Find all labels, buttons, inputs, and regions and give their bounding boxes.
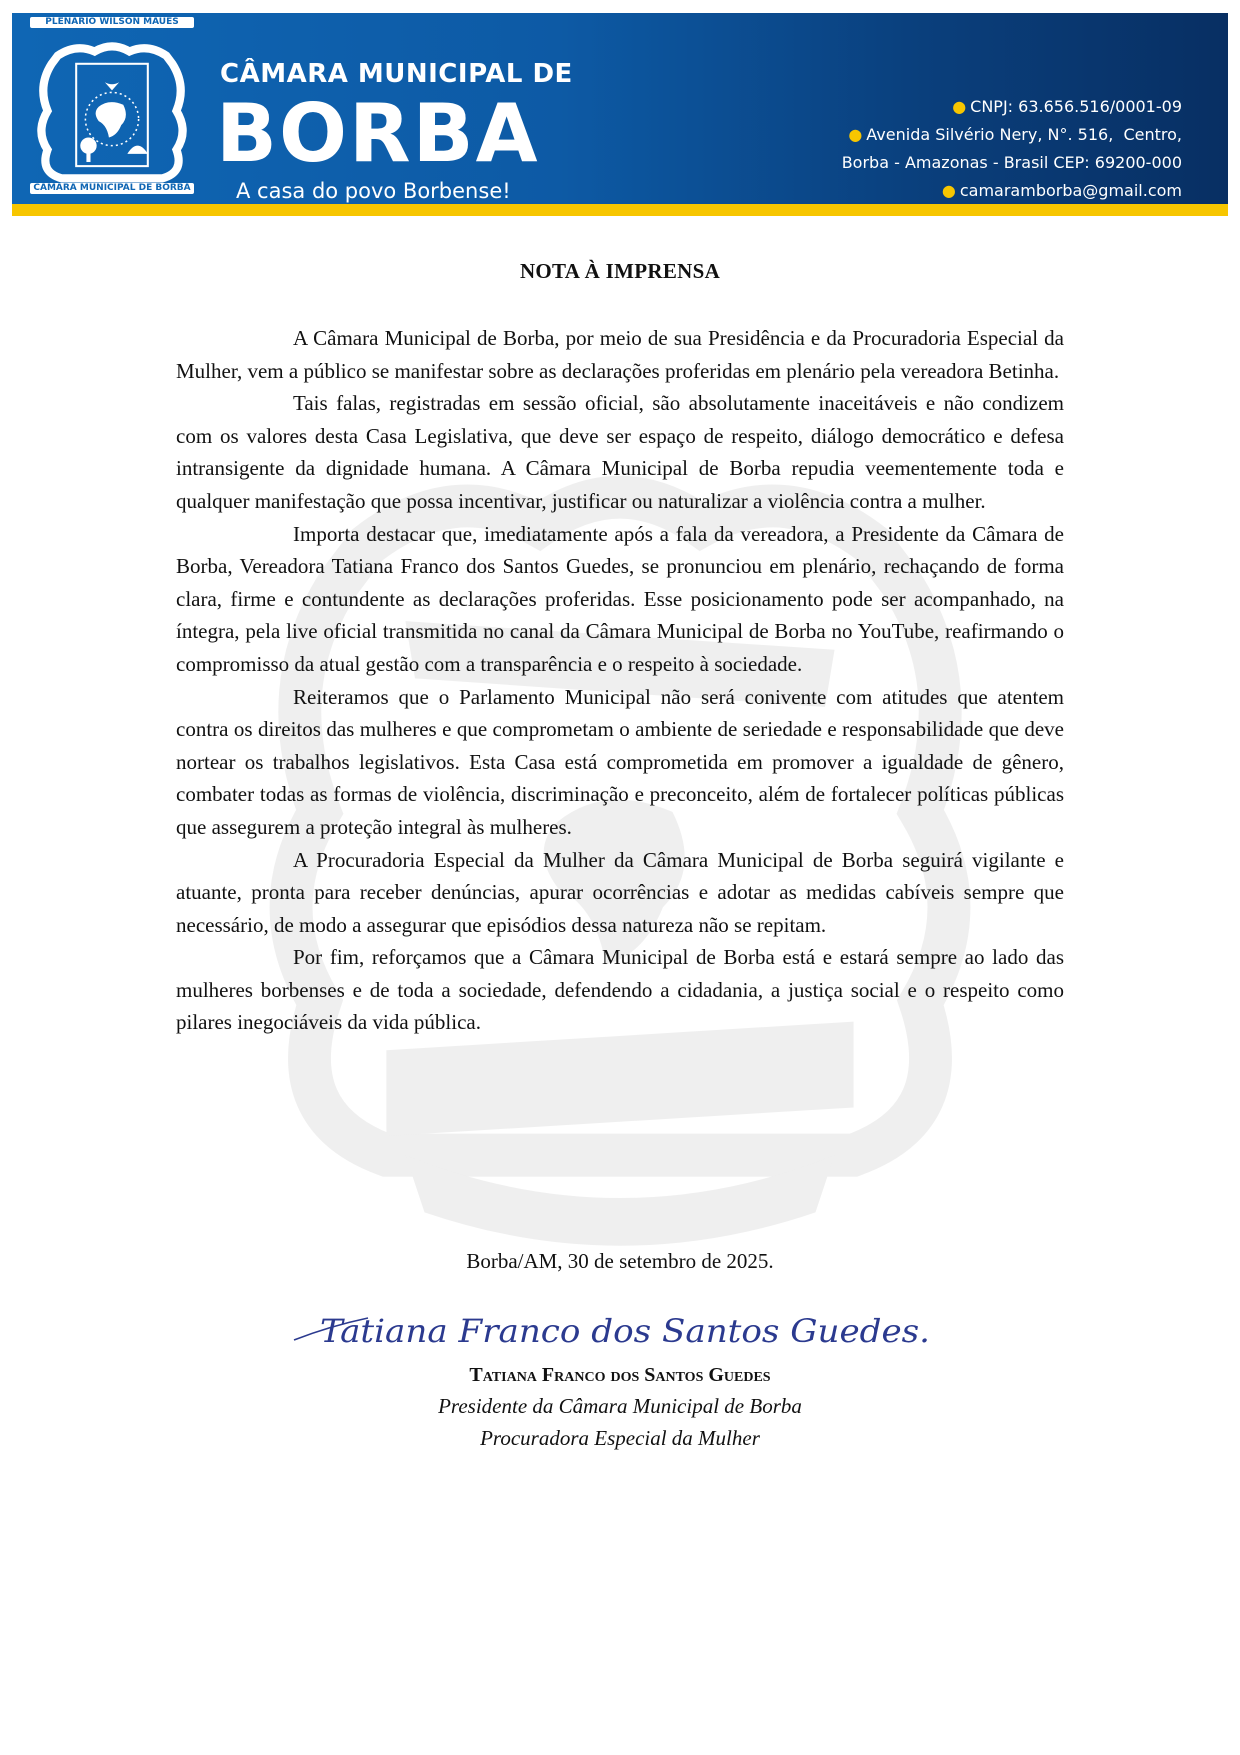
address-line1-text: Avenida Silvério Nery, N°. 516, Centro, bbox=[866, 125, 1182, 144]
paragraph-5: A Procuradoria Especial da Mulher da Câmara Municipal de Borba seguirá vigilante e atuante, pronta para receber denúncias, apurar ocorrências e adotar as medidas cabíveis sempre que necessário, de modo a assegurar que episódios dessa natureza não se repitam. bbox=[176, 847, 1064, 937]
document-title: NOTA À IMPRENSA bbox=[519, 259, 721, 283]
handwritten-signature bbox=[290, 1300, 970, 1356]
bullet-icon: ● bbox=[952, 97, 967, 116]
letterhead-banner bbox=[12, 13, 1228, 216]
signatory-role-2: Procuradora Especial da Mulher bbox=[480, 1426, 760, 1450]
email-link[interactable]: camaramborba@gmail.com bbox=[959, 181, 1182, 200]
crest-bottom-label: CÂMARA MUNICIPAL DE BORBA bbox=[30, 183, 194, 194]
bullet-icon: ● bbox=[941, 181, 956, 200]
signatory-name: Tatiana Franco dos Santos Guedes bbox=[469, 1364, 771, 1386]
crest-top-label: PLENÁRIO WILSON MAUÉS bbox=[30, 17, 194, 28]
contact-block bbox=[842, 93, 1182, 205]
paragraph-3: Importa destacar que, imediatamente após a fala da vereadora, a Presidente da Câmara de Borba, Vereadora Tatiana Franco dos Santos Guedes, se pronunciou em plenário, rechaçando de forma clara, firme e contundente as declarações proferidas. Esse posicionamento pode ser acompanhado, na íntegra, pela live oficial transmitida no canal da Câmara Municipal de Borba no YouTube, reafirmando o compromisso da atual gestão com a transparência e o respeito à sociedade. bbox=[176, 521, 1064, 676]
accent-stripe bbox=[12, 204, 1228, 216]
paragraph-4: Reiteramos que o Parlamento Municipal não será conivente com atitudes que atentem contra os direitos das mulheres e que comprometam o ambiente de seriedade e responsabilidade que deve nortear os trabalhos legislativos. Esta Casa está comprometida em promover a igualdade de gênero, combater todas as formas de violência, discriminação e preconceito, além de fortalecer políticas públicas que assegurem a proteção integral às mulheres. bbox=[176, 684, 1064, 839]
paragraph-2: Tais falas, registradas em sessão oficial, são absolutamente inaceitáveis e não condizem com os valores desta Casa Legislativa, que deve ser espaço de respeito, diálogo democrático e defesa intransigente da dignidade humana. A Câmara Municipal de Borba repudia veementemente toda e qualquer manifestação que possa incentivar, justificar ou naturalizar a violência contra a mulher. bbox=[176, 391, 1064, 513]
paragraph-6: Por fim, reforçamos que a Câmara Municipal de Borba está e estará sempre ao lado das mulheres borbenses e de toda a sociedade, defendendo a cidadania, a justiça social e o respeito como pilares inegociáveis da vida pública. bbox=[176, 945, 1064, 1035]
cnpj-text: CNPJ: 63.656.516/0001-09 bbox=[970, 97, 1182, 116]
contact-address-1 bbox=[842, 121, 1182, 149]
municipal-crest-icon bbox=[34, 29, 190, 205]
contact-email[interactable] bbox=[842, 177, 1182, 205]
paragraph-1: A Câmara Municipal de Borba, por meio de sua Presidência e da Procuradoria Especial da Mulher, vem a público se manifestar sobre as declarações proferidas em plenário pela vereadora Betinha. bbox=[176, 326, 1064, 383]
org-name: BORBA bbox=[216, 87, 540, 180]
signature-script: Tatiana Franco dos Santos Guedes. bbox=[320, 1312, 930, 1350]
contact-cnpj bbox=[842, 93, 1182, 121]
signatory-role-1: Presidente da Câmara Municipal de Borba bbox=[438, 1394, 802, 1418]
org-line1: CÂMARA MUNICIPAL DE bbox=[220, 59, 573, 89]
bullet-icon: ● bbox=[848, 125, 863, 144]
document-body bbox=[176, 322, 1064, 1039]
org-tagline: A casa do povo Borbense! bbox=[236, 179, 511, 203]
contact-address-2: Borba - Amazonas - Brasil CEP: 69200-000 bbox=[841, 153, 1182, 172]
date-line: Borba/AM, 30 de setembro de 2025. bbox=[466, 1249, 774, 1273]
